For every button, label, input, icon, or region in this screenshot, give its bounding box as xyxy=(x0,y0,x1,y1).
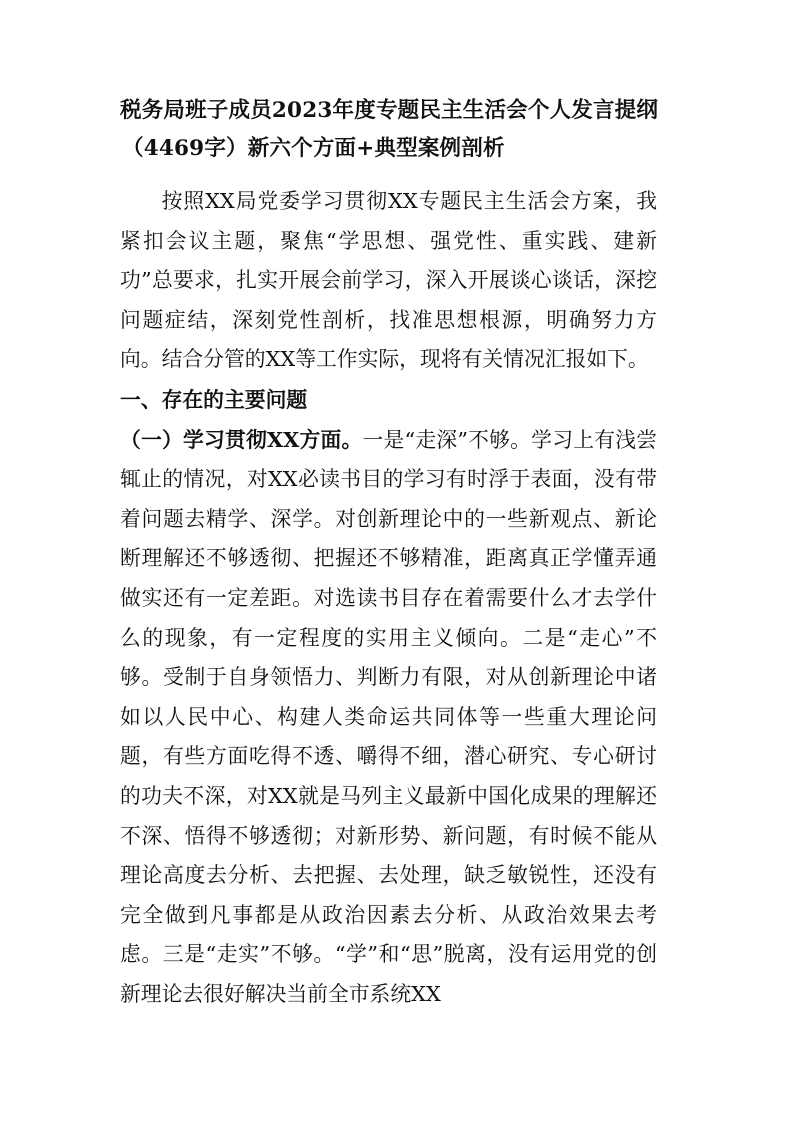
title-line-1: 税务局班子成员2023年度专题民主生活会个人发言提纲 xyxy=(120,98,659,123)
document-title xyxy=(120,92,657,168)
subsection-text-1: 一是“走深”不够。学习上有浅尝辄止的情况，对XX必读书目的学习有时浮于表面，没有带着问题去精学、深学。对创新理论中的一些新观点、新论断理解还不够透彻、把握还不够精准，距离真正学懂弄通做实还有一定差距。对选读书目存在着需要什么才去学什么的现象，有一定程度的实用主义倾向。二是“走心”不够。受制于自身领悟力、判断力有限，对从创新理论中诸如以人民中心、构建人类命运共同体等一些重大理论问题，有些方面吃得不透、嚼得不细，潜心研究、专心研讨的功夫不深，对XX就是马列主义最新中国化成果的理解还不深、悟得不够透彻；对新形势、新问题，有时候不能从理论高度去分析、去把握、去处理，缺乏敏锐性，还没有完全做到凡事都是从政治因素去分析、从政治效果去考虑。三是“走实”不够。“学”和“思”脱离，没有运用党的创新理论去很好解决当前全市系统XX xyxy=(120,427,657,1006)
subsection-paragraph-1 xyxy=(120,420,657,1015)
section-heading-1: 一、存在的主要问题 xyxy=(120,386,308,412)
intro-paragraph: 按照XX局党委学习贯彻XX专题民主生活会方案，我紧扣会议主题，聚焦“学思想、强党性、重实践、建新功”总要求，扎实开展会前学习，深入开展谈心谈话，深挖问题症结，深刻党性剖析，找准思想根源，明确努力方向。结合分管的XX等工作实际，现将有关情况汇报如下。 xyxy=(120,189,657,372)
title-line-2: （4469字）新六个方面+典型案例剖析 xyxy=(122,136,505,161)
subsection-label-1: （一）学习贯彻XX方面。 xyxy=(120,426,363,452)
document-body xyxy=(120,182,657,1014)
